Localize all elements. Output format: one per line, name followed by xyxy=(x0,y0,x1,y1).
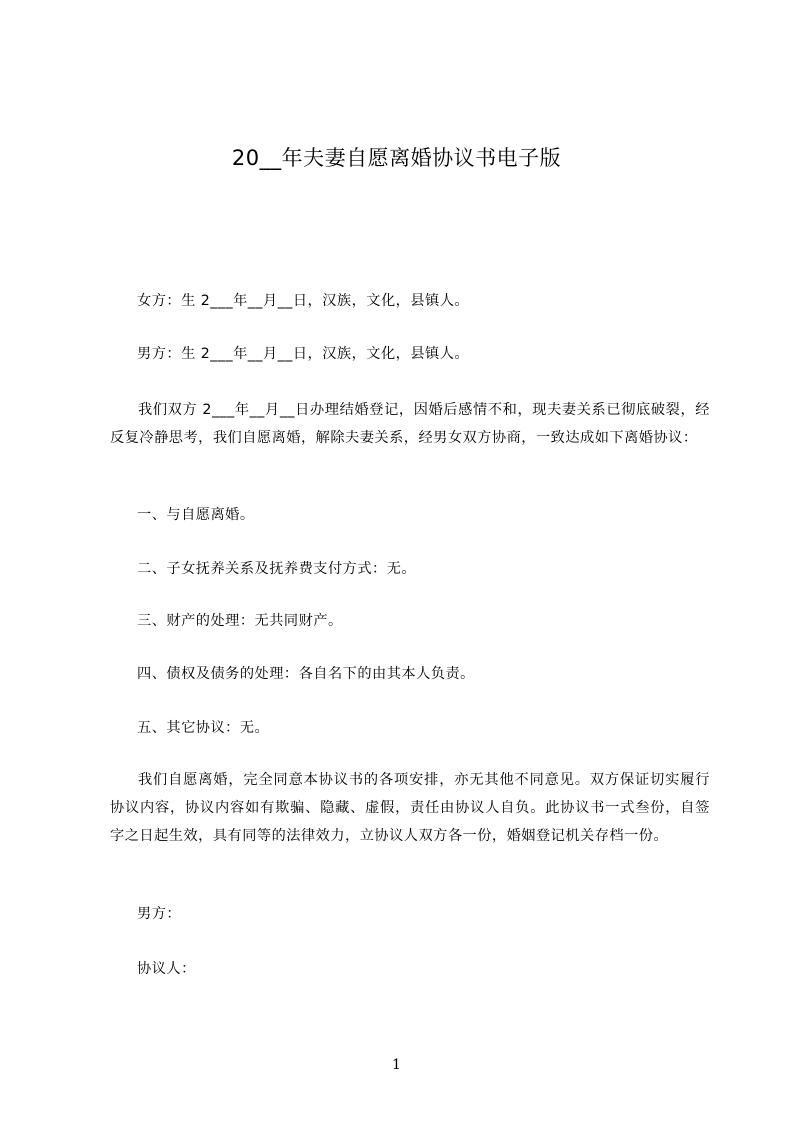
clause-2: 二、子女抚养关系及抚养费支付方式：无。 xyxy=(137,561,417,577)
clause-3: 三、财产的处理：无共同财产。 xyxy=(137,613,343,629)
signature-party: 协议人： xyxy=(137,961,196,977)
signature-man: 男方： xyxy=(137,906,182,922)
clause-5: 五、其它协议：无。 xyxy=(137,720,270,736)
woman-info-line: 女方：生 2___年__月__日，汉族，文化，县镇人。 xyxy=(137,293,470,309)
man-info-line: 男方：生 2___年__月__日，汉族，文化，县镇人。 xyxy=(137,346,470,362)
intro-paragraph: 我们双方 2___年__月__日办理结婚登记，因婚后感情不和，现夫妻关系已彻底破裂，经反复冷静思考，我们自愿离婚，解除夫妻关系，经男女双方协商，一致达成如下离婚协议： xyxy=(110,402,710,446)
clause-1: 一、与自愿离婚。 xyxy=(137,507,255,523)
closing-paragraph: 我们自愿离婚，完全同意本协议书的各项安排，亦无其他不同意见。双方保证切实履行协议内容，协议内容如有欺骗、隐藏、虚假，责任由协议人自负。此协议书一式叁份，自签字之日起生效，具有同等的法律效力，立协议人双方各一份，婚姻登记机关存档一份。 xyxy=(110,772,710,844)
clause-4: 四、债权及债务的处理：各自名下的由其本人负责。 xyxy=(137,666,475,682)
page-number: 1 xyxy=(392,1057,401,1073)
document-title: 20__年夫妻自愿离婚协议书电子版 xyxy=(231,146,562,170)
